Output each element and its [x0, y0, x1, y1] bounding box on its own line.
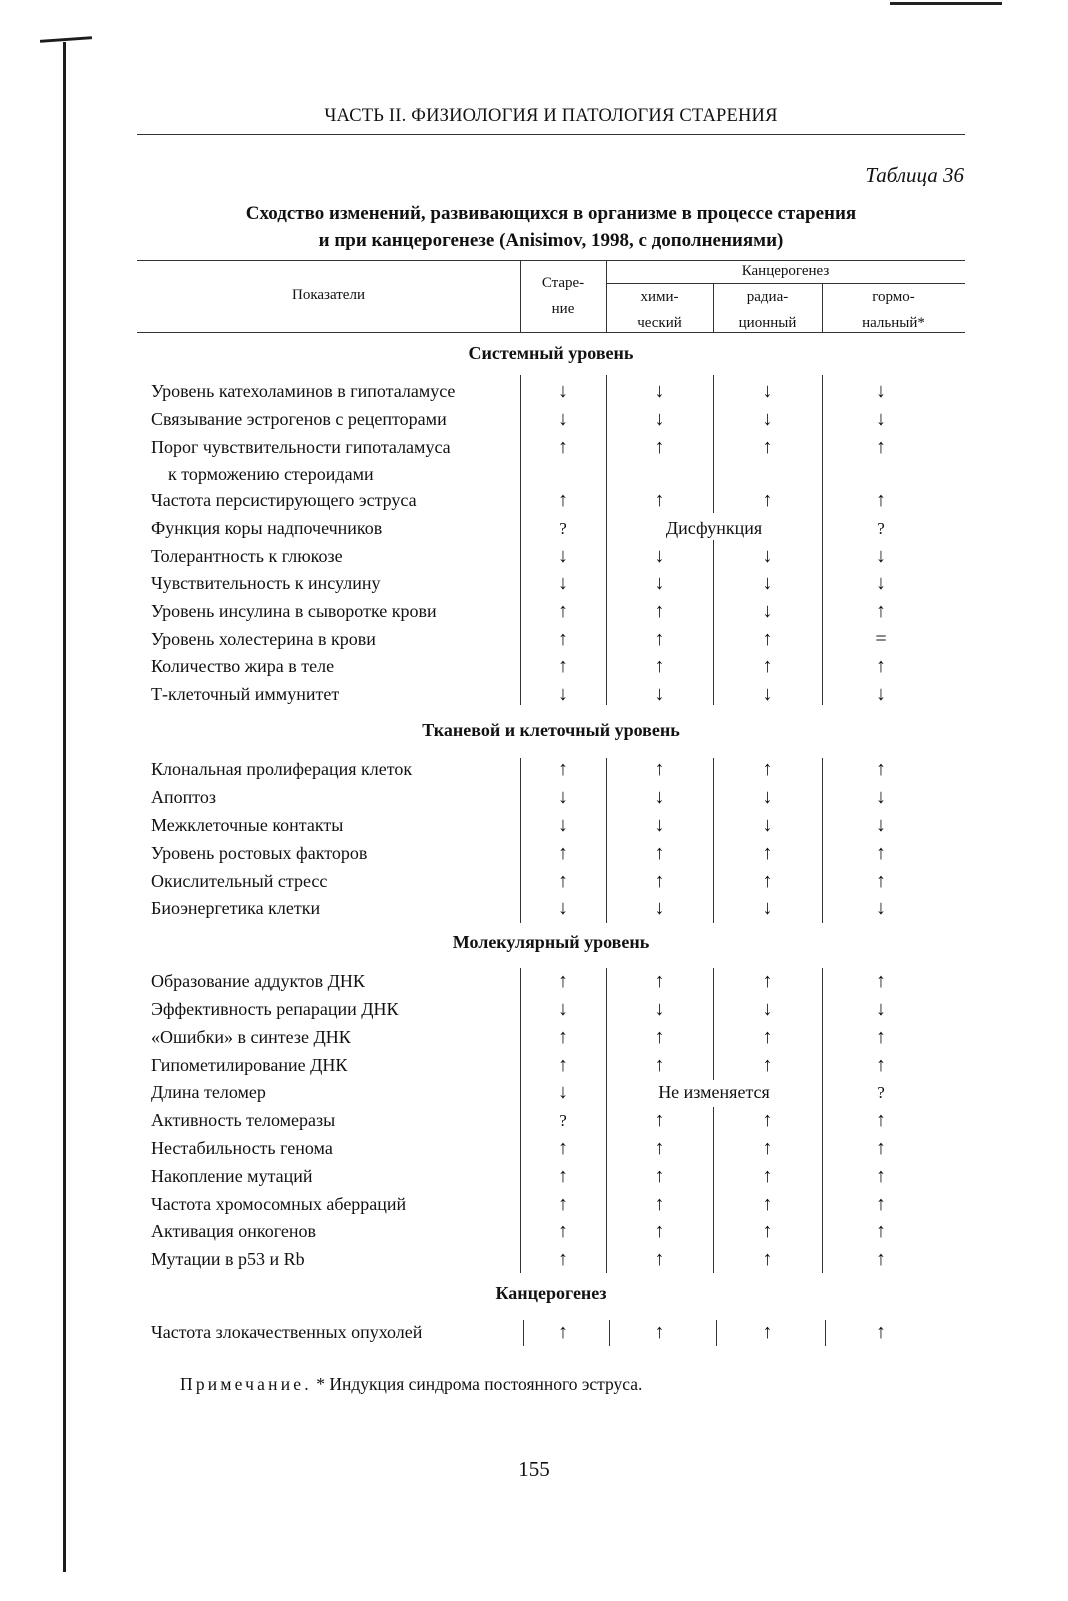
- row-label: Межклеточные контакты: [151, 815, 344, 835]
- table-caption: [137, 200, 965, 254]
- hormonal-value: ↓: [876, 683, 886, 705]
- chemical-value: ↑: [654, 600, 665, 622]
- aging-value: ↑: [558, 970, 568, 992]
- row-label: Гипометилирование ДНК: [151, 1055, 348, 1075]
- radiation-value: ↑: [762, 1054, 773, 1076]
- chemical-value: ↓: [654, 545, 665, 567]
- hormonal-value: ↓: [876, 786, 886, 808]
- radiation-value: ↑: [762, 842, 773, 864]
- row-label: Нестабильность генома: [151, 1138, 333, 1158]
- hormonal-value: ↓: [876, 380, 886, 402]
- table-row: [137, 968, 965, 996]
- hormonal-value: ↑: [876, 758, 886, 780]
- header-radiation-line2: ционный: [738, 315, 797, 331]
- aging-value: ↑: [558, 1248, 568, 1270]
- aging-value: ↑: [558, 600, 568, 622]
- aging-value: ↑: [558, 628, 568, 650]
- table-row: [137, 598, 965, 626]
- table-row: [137, 1246, 965, 1274]
- chemical-value: ↑: [654, 1165, 665, 1187]
- chemical-value: ↑: [654, 489, 665, 511]
- hormonal-value: ↑: [876, 655, 886, 677]
- section-carcinogenesis: Канцерогенез: [495, 1283, 607, 1303]
- table-row: [137, 1107, 965, 1135]
- table-row: [137, 681, 965, 709]
- aging-value: ↓: [558, 1081, 568, 1103]
- header-chemical-line1: хими-: [640, 289, 679, 305]
- header-radiation-line1: радиа-: [746, 289, 789, 305]
- row-label: Уровень холестерина в крови: [151, 629, 376, 649]
- table-row: [137, 1135, 965, 1163]
- radiation-value: ↑: [762, 489, 773, 511]
- radiation-value: ↓: [762, 600, 773, 622]
- hormonal-value: ↑: [876, 489, 886, 511]
- row-label: Биоэнергетика клетки: [151, 898, 321, 918]
- row-label: Количество жира в теле: [151, 656, 335, 676]
- row-label: Частота злокачественных опухолей: [151, 1322, 423, 1342]
- hormonal-value: ↑: [876, 1248, 886, 1270]
- radiation-value: ↑: [762, 758, 773, 780]
- header-aging-line2: ние: [551, 301, 575, 317]
- chemical-value: ↓: [654, 998, 665, 1020]
- chemical-value: ↑: [654, 1193, 665, 1215]
- header-hormonal-line1: гормо-: [872, 289, 915, 305]
- table-row: [137, 784, 965, 812]
- section-systemic: Системный уровень: [468, 343, 634, 363]
- aging-value: ↑: [558, 655, 568, 677]
- radiation-value: ↑: [762, 1109, 773, 1131]
- aging-value: ↑: [558, 1193, 568, 1215]
- aging-value: ↑: [558, 489, 568, 511]
- radiation-value: ↓: [762, 545, 773, 567]
- radiation-value: ↓: [762, 897, 773, 919]
- radiation-value: ↑: [762, 1321, 773, 1343]
- table-row: [137, 1079, 965, 1107]
- hormonal-value: ↓: [876, 408, 886, 430]
- aging-value: ↑: [558, 870, 568, 892]
- table-row: [137, 626, 965, 654]
- hormonal-value: ↑: [876, 600, 886, 622]
- header-hormonal-line2: нальный*: [862, 315, 925, 331]
- hormonal-value: =: [875, 628, 887, 650]
- aging-value: ↓: [558, 380, 568, 402]
- radiation-value: ↑: [762, 1165, 773, 1187]
- table-row: [137, 653, 965, 681]
- header-chemical: [606, 284, 713, 336]
- caption-line-2: и при канцерогенезе (Anisimov, 1998, с дополнениями): [318, 230, 784, 251]
- row-label: Частота персистирующего эструса: [151, 490, 417, 510]
- aging-value: ↑: [558, 1026, 568, 1048]
- table-row: [137, 434, 965, 489]
- hormonal-value: ↓: [876, 897, 886, 919]
- row-label: Клональная пролиферация клеток: [151, 759, 413, 779]
- chemical-value: ↑: [654, 1220, 665, 1242]
- aging-value: ↓: [558, 998, 568, 1020]
- radiation-value: ↑: [762, 870, 773, 892]
- table-row: [137, 1024, 965, 1052]
- row-label: Накопление мутаций: [151, 1166, 313, 1186]
- hormonal-value: ↑: [876, 436, 886, 458]
- chemical-value: ↑: [654, 870, 665, 892]
- aging-value: ↑: [558, 842, 568, 864]
- aging-value: ?: [559, 519, 567, 538]
- row-label: Эффективность репарации ДНК: [151, 999, 399, 1019]
- table-row: [137, 406, 965, 434]
- table-row: [137, 1163, 965, 1191]
- header-carcinogenesis: Канцерогенез: [741, 263, 830, 279]
- row-label: Активность теломеразы: [151, 1110, 336, 1130]
- binding-mark: [40, 36, 92, 43]
- hormonal-value: ?: [877, 519, 885, 538]
- caption-line-1: Сходство изменений, развивающихся в организме в процессе старения: [245, 203, 857, 224]
- running-head-rule: [137, 134, 965, 135]
- header-hormonal: [822, 284, 965, 336]
- row-label: Уровень катехоламинов в гипоталамусе: [151, 381, 456, 401]
- row-label: Активация онкогенов: [151, 1221, 317, 1241]
- aging-value: ↓: [558, 408, 568, 430]
- row-label: «Ошибки» в синтезе ДНК: [151, 1027, 351, 1047]
- aging-value: ↓: [558, 545, 568, 567]
- chemical-value: ↑: [654, 1248, 665, 1270]
- row-label: Апоптоз: [151, 787, 217, 807]
- hormonal-value: ↑: [876, 1026, 886, 1048]
- row-label: Связывание эстрогенов с рецепторами: [151, 409, 447, 429]
- chemical-value: ↓: [654, 897, 665, 919]
- radiation-value: ↓: [762, 786, 773, 808]
- hormonal-value: ↑: [876, 1109, 886, 1131]
- radiation-value: ↑: [762, 1220, 773, 1242]
- radiation-value: ↓: [762, 572, 773, 594]
- radiation-value: ↓: [762, 683, 773, 705]
- row-label: Чувствительность к инсулину: [151, 573, 381, 593]
- row-label: Т-клеточный иммунитет: [151, 684, 340, 704]
- radiation-value: ↑: [762, 628, 773, 650]
- row-label: Функция коры надпочечников: [151, 518, 383, 538]
- radiation-value: ↑: [762, 1193, 773, 1215]
- radiation-value: ↑: [762, 1026, 773, 1048]
- chemical-value: ↑: [654, 1054, 665, 1076]
- row-label: Образование аддуктов ДНК: [151, 971, 365, 991]
- aging-value: ↑: [558, 1054, 568, 1076]
- hormonal-value: ↓: [876, 814, 886, 836]
- chemical-value: ↓: [654, 814, 665, 836]
- table-row: [137, 895, 965, 923]
- chemical-value: ↓: [654, 683, 665, 705]
- row-label-continued: к торможению стероидами: [168, 464, 374, 484]
- section-tissue: Тканевой и клеточный уровень: [422, 720, 680, 740]
- table-row: [137, 1319, 965, 1347]
- table-row: [137, 1191, 965, 1219]
- chemical-value: ↑: [654, 842, 665, 864]
- table-label: Таблица 36: [865, 163, 964, 187]
- table-row: [137, 487, 965, 515]
- chemical-value: ↑: [654, 1321, 665, 1343]
- header-aging-line1: Старе-: [541, 275, 585, 291]
- row-label: Уровень ростовых факторов: [151, 843, 368, 863]
- radiation-value: ↑: [762, 436, 773, 458]
- header-radiation: [713, 284, 822, 336]
- radiation-value: ↓: [762, 380, 773, 402]
- table-row: [137, 1218, 965, 1246]
- aging-value: ↓: [558, 814, 568, 836]
- table-row: [137, 378, 965, 406]
- table-row: [137, 840, 965, 868]
- note-text: * Индукция синдрома постоянного эструса.: [316, 1374, 643, 1394]
- row-label: Окислительный стресс: [151, 871, 328, 891]
- chemical-value: ↑: [654, 970, 665, 992]
- radiation-value: ↓: [762, 408, 773, 430]
- hormonal-value: ↑: [876, 1321, 886, 1343]
- table-row: [137, 996, 965, 1024]
- hormonal-value: ↑: [876, 1220, 886, 1242]
- row-label: Толерантность к глюкозе: [151, 546, 343, 566]
- radiation-value: ↑: [762, 1248, 773, 1270]
- chemical-value: ↑: [654, 436, 665, 458]
- hormonal-value: ↑: [876, 1054, 886, 1076]
- hormonal-value: ↑: [876, 1137, 886, 1159]
- corner-rule: [890, 2, 1002, 5]
- chemical-value: ↑: [654, 1109, 665, 1131]
- aging-value: ↑: [558, 436, 568, 458]
- aging-value: ?: [559, 1111, 567, 1130]
- hormonal-value: ↑: [876, 1165, 886, 1187]
- radiation-value: ↓: [762, 814, 773, 836]
- hormonal-value: ↓: [876, 545, 886, 567]
- table-row: [137, 543, 965, 571]
- aging-value: ↑: [558, 1137, 568, 1159]
- hormonal-value: ?: [877, 1083, 885, 1102]
- chemical-value: ↓: [654, 408, 665, 430]
- aging-value: ↑: [558, 1321, 568, 1343]
- binding-edge: [63, 42, 66, 1572]
- section-molecular: Молекулярный уровень: [452, 932, 650, 952]
- row-label: Порог чувствительности гипоталамуса: [151, 437, 451, 457]
- row-label: Длина теломер: [151, 1082, 266, 1102]
- aging-value: ↓: [558, 897, 568, 919]
- chemical-value: ↑: [654, 1026, 665, 1048]
- table-row: [137, 515, 965, 543]
- table-row: [137, 570, 965, 598]
- chemical-value: ↑: [654, 758, 665, 780]
- header-chemical-line2: ческий: [637, 315, 682, 331]
- chemical-value: ↑: [654, 655, 665, 677]
- table-row: [137, 868, 965, 896]
- aging-value: ↓: [558, 786, 568, 808]
- aging-value: ↓: [558, 683, 568, 705]
- row-label: Мутации в p53 и Rb: [151, 1249, 305, 1269]
- table-note: [180, 1374, 642, 1395]
- table-row: [137, 812, 965, 840]
- aging-value: ↓: [558, 572, 568, 594]
- hormonal-value: ↓: [876, 572, 886, 594]
- table-row: [137, 756, 965, 784]
- hormonal-value: ↑: [876, 1193, 886, 1215]
- note-prefix: Примечание.: [180, 1374, 312, 1394]
- radiation-value: ↑: [762, 1137, 773, 1159]
- aging-value: ↑: [558, 758, 568, 780]
- chemical-value: ↑: [654, 628, 665, 650]
- radiation-value: ↑: [762, 655, 773, 677]
- row-label: Уровень инсулина в сыворотке крови: [151, 601, 437, 621]
- hormonal-value: ↑: [876, 970, 886, 992]
- table-row: [137, 1052, 965, 1080]
- hormonal-value: ↓: [876, 998, 886, 1020]
- dysfunction-span: Дисфункция: [665, 518, 763, 538]
- hormonal-value: ↑: [876, 842, 886, 864]
- unchanged-span: Не изменяется: [658, 1082, 770, 1102]
- header-indicators: Показатели: [292, 287, 365, 303]
- hormonal-value: ↑: [876, 870, 886, 892]
- radiation-value: ↓: [762, 998, 773, 1020]
- chemical-value: ↓: [654, 572, 665, 594]
- running-head: ЧАСТЬ II. ФИЗИОЛОГИЯ И ПАТОЛОГИЯ СТАРЕНИЯ: [324, 106, 778, 126]
- header-aging: [520, 270, 606, 322]
- chemical-value: ↓: [654, 786, 665, 808]
- row-label: Частота хромосомных аберраций: [151, 1194, 407, 1214]
- aging-value: ↑: [558, 1220, 568, 1242]
- chemical-value: ↑: [654, 1137, 665, 1159]
- radiation-value: ↑: [762, 970, 773, 992]
- chemical-value: ↓: [654, 380, 665, 402]
- page-number: 155: [518, 1457, 550, 1481]
- aging-value: ↑: [558, 1165, 568, 1187]
